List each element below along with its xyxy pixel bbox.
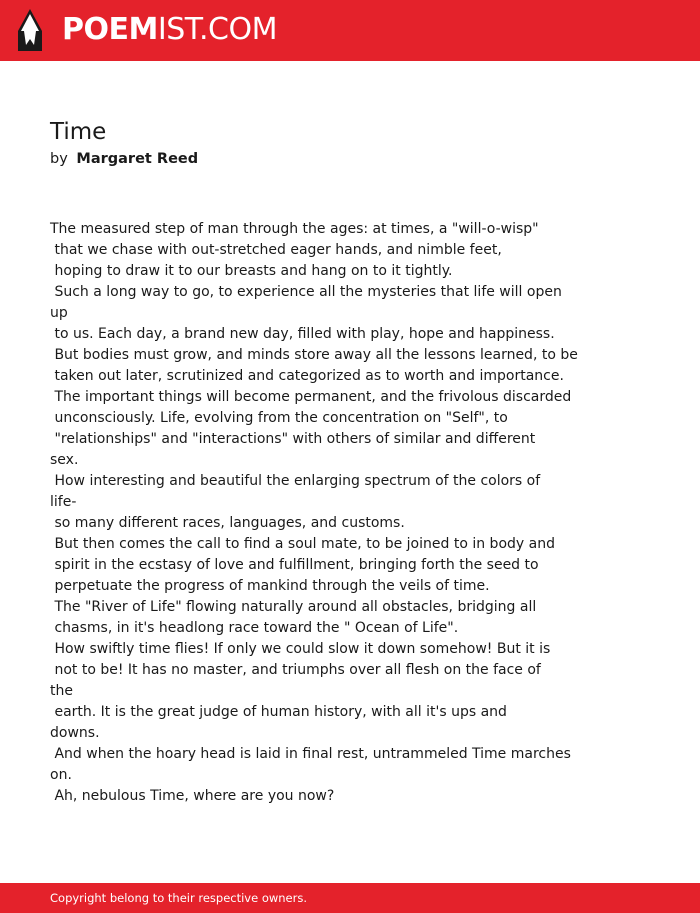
copyright-text: Copyright belong to their respective owners. (50, 891, 308, 905)
poem-line: Ah, nebulous Time, where are you now? (50, 788, 335, 804)
poem-line: hoping to draw it to our breasts and hang on to it tightly. (50, 263, 453, 279)
byline (50, 149, 198, 169)
poem-line: not to be! It has no master, and triumphs over all flesh on the face of (50, 662, 541, 678)
poem-line: up (50, 305, 68, 321)
poem-line: The important things will become permanent, and the frivolous discarded (50, 389, 572, 405)
poem-line: The measured step of man through the ages: at times, a "will-o-wisp" (50, 221, 539, 237)
poem-line: The "River of Life" flowing naturally around all obstacles, bridging all (50, 599, 537, 615)
poem-line: "relationships" and "interactions" with others of similar and different (50, 431, 536, 447)
poem-line: perpetuate the progress of mankind through the veils of time. (50, 578, 490, 594)
poem-line: to us. Each day, a brand new day, filled with play, hope and happiness. (50, 326, 555, 342)
poem-title: Time (50, 119, 107, 145)
poem-line: that we chase with out-stretched eager hands, and nimble feet, (50, 242, 502, 258)
poem-line: on. (50, 767, 72, 783)
poem-line: spirit in the ecstasy of love and fulfillment, bringing forth the seed to (50, 557, 539, 573)
poem-line: earth. It is the great judge of human history, with all it's ups and (50, 704, 507, 720)
pencil-tip-icon[interactable] (18, 9, 42, 51)
poem-line: But then comes the call to find a soul mate, to be joined to in body and (50, 536, 555, 552)
poem-line: unconsciously. Life, evolving from the concentration on "Self", to (50, 410, 508, 426)
poem-line: so many different races, languages, and customs. (50, 515, 405, 531)
poem-body (50, 219, 670, 807)
poem-line: How swiftly time flies! If only we could slow it down somehow! But it is (50, 641, 551, 657)
poem-line: But bodies must grow, and minds store away all the lessons learned, to be (50, 347, 578, 363)
poem-line: the (50, 683, 73, 699)
poem-line: downs. (50, 725, 100, 741)
author-name: Margaret Reed (76, 151, 199, 167)
poem-line: Such a long way to go, to experience all the mysteries that life will open (50, 284, 562, 300)
logo-text-bold: POEM (62, 12, 158, 47)
logo-text-light: IST.COM (157, 12, 277, 47)
poem-line: How interesting and beautiful the enlarging spectrum of the colors of (50, 473, 541, 489)
by-label: by (50, 151, 68, 167)
poem-line: life- (50, 494, 77, 510)
poem-line: sex. (50, 452, 79, 468)
poem-line: taken out later, scrutinized and categorized as to worth and importance. (50, 368, 564, 384)
site-footer (0, 883, 700, 913)
site-logo[interactable] (62, 12, 277, 48)
site-header (0, 0, 700, 61)
poem-line: chasms, in it's headlong race toward the " Ocean of Life". (50, 620, 459, 636)
poem-line: And when the hoary head is laid in final rest, untrammeled Time marches (50, 746, 571, 762)
